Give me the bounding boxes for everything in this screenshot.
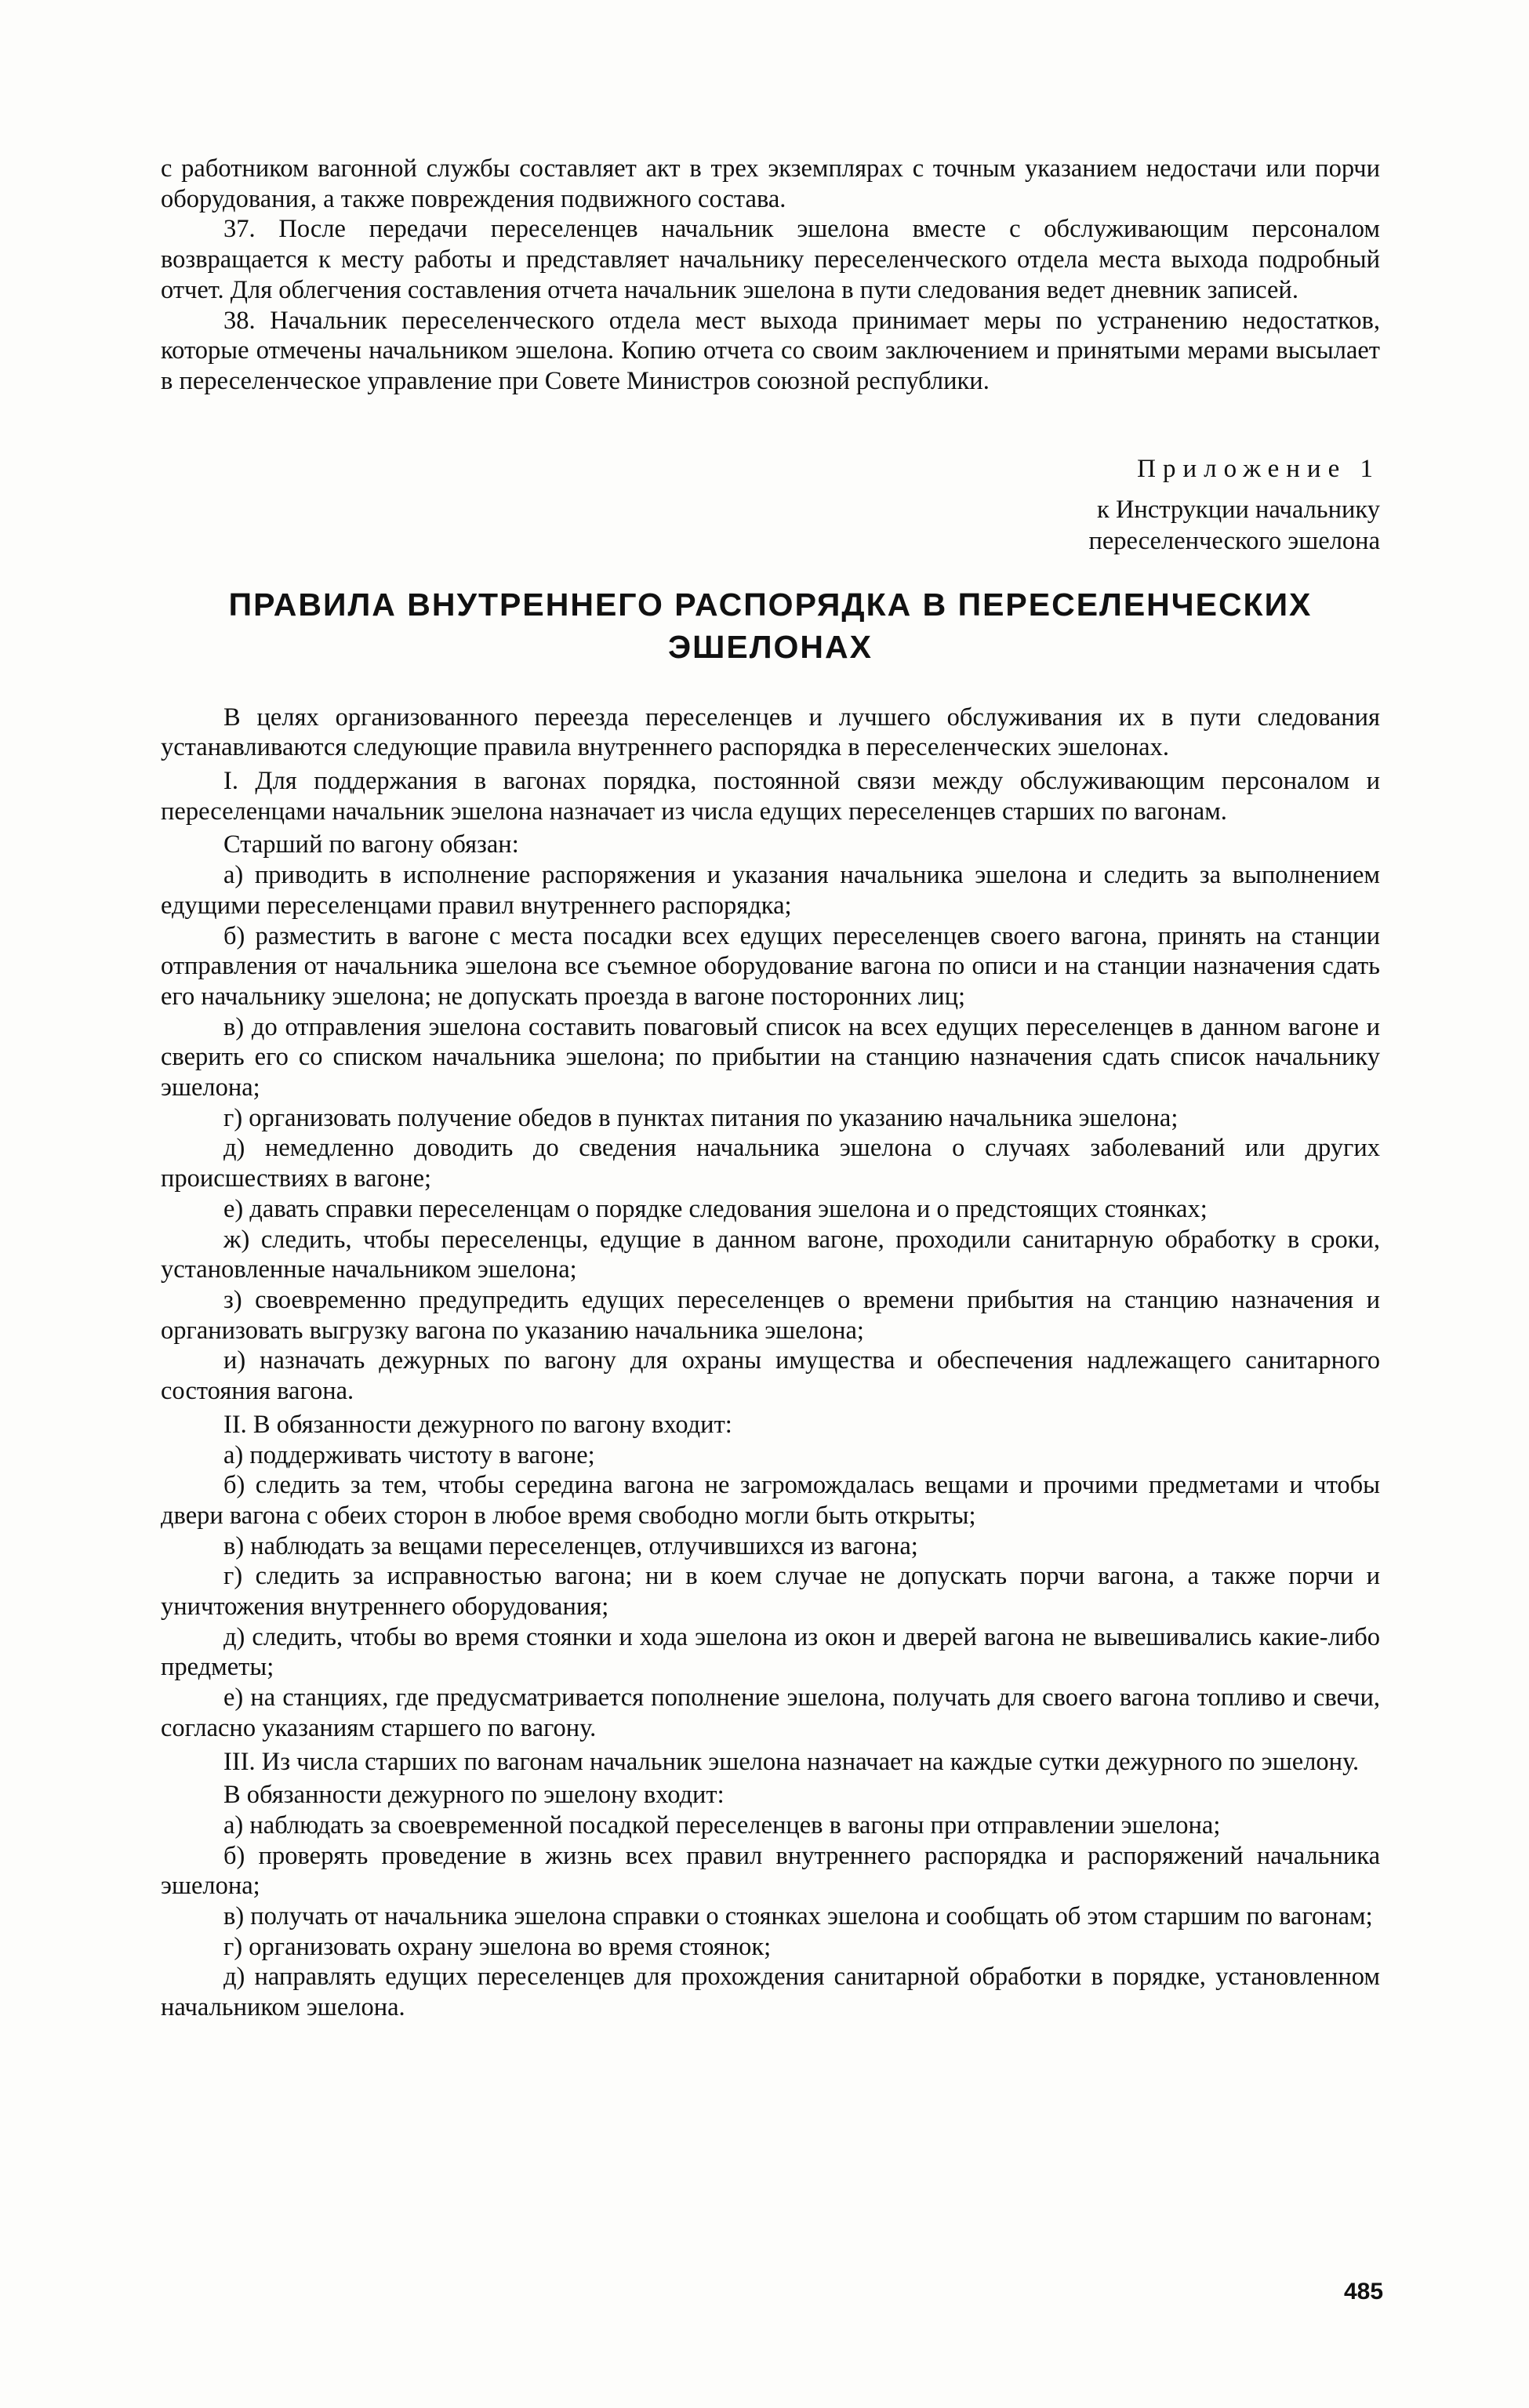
section-1-item: д) немедленно доводить до сведения начальника эшелона о случаях заболеваний или других происшествиях в вагоне; <box>161 1134 1380 1193</box>
section-3-lead: В обязанности дежурного по эшелону входит: <box>223 1781 725 1810</box>
section-2-item: а) поддерживать чистоту в вагоне; <box>223 1440 595 1469</box>
section-1-heading: I. Для поддержания в вагонах порядка, постоянной связи между обслуживающим персоналом и переселенцами начальник эшелона назначает из числа едущих переселенцев старших по вагонам. <box>161 767 1380 826</box>
preamble: В целях организованного переезда переселенцев и лучшего обслуживания их в пути следования устанавливаются следующие правила внутреннего распорядка в переселенческих эшелонах. <box>161 703 1380 762</box>
paragraph-38: 38. Начальник переселенческого отдела мест выхода принимает меры по устранению недостатков, которые отмечены начальником эшелона. Копию отчета со своим заключением и принятыми мерами высылает в переселенческое управление при Совете Министров союзной республики. <box>161 306 1380 395</box>
section-1-item: а) приводить в исполнение распоряжения и указания начальника эшелона и следить за выполнением едущими переселенцами правил внутреннего распорядка; <box>161 861 1380 920</box>
section-3-heading: III. Из числа старших по вагонам начальник эшелона назначает на каждые сутки дежурного по эшелону. <box>223 1747 1360 1776</box>
section-1-item: е) давать справки переселенцам о порядке следования эшелона и о предстоящих стоянках; <box>223 1194 1208 1223</box>
appendix-label: Приложение 1 <box>1137 454 1380 483</box>
section-3-item: б) проверять проведение в жизнь всех правил внутреннего распорядка и распоряжений начальника эшелона; <box>161 1841 1380 1901</box>
section-1-item: и) назначать дежурных по вагону для охраны имущества и обеспечения надлежащего санитарного состояния вагона. <box>161 1346 1380 1406</box>
section-2-item: д) следить, чтобы во время стоянки и хода эшелона из окон и дверей вагона не вывешивались какие-либо предметы; <box>161 1622 1380 1682</box>
section-3-item: а) наблюдать за своевременной посадкой переселенцев в вагоны при отправлении эшелона; <box>223 1811 1221 1840</box>
section-2-item: б) следить за тем, чтобы середина вагона не загромождалась вещами и прочими предметами и чтобы двери вагона с обеих сторон в любое время свободно могли быть открыты; <box>161 1471 1380 1530</box>
section-2-item: г) следить за исправностью вагона; ни в коем случае не допускать порчи вагона, а также порчи и уничтожения внутреннего оборудования; <box>161 1562 1380 1622</box>
section-1-item: ж) следить, чтобы переселенцы, едущие в данном вагоне, проходили санитарную обработку в сроки, установленные начальником эшелона; <box>161 1225 1380 1284</box>
document-title: ПРАВИЛА ВНУТРЕННЕГО РАСПОРЯДКА В ПЕРЕСЕЛЕНЧЕСКИХ ЭШЕЛОНАХ <box>228 586 1313 665</box>
appendix-line-1: к Инструкции начальнику <box>1097 495 1380 524</box>
page-content <box>161 154 1380 2023</box>
section-2-heading: II. В обязанности дежурного по вагону входит: <box>223 1410 732 1439</box>
section-1-item: г) организовать получение обедов в пунктах питания по указанию начальника эшелона; <box>223 1103 1179 1132</box>
section-2-item: е) на станциях, где предусматривается пополнение эшелона, получать для своего вагона топливо и свечи, согласно указаниям старшего по вагону. <box>161 1683 1380 1742</box>
section-2-item: в) наблюдать за вещами переселенцев, отлучившихся из вагона; <box>223 1531 918 1560</box>
section-3-item: в) получать от начальника эшелона справки о стоянках эшелона и сообщать об этом старшим по вагонам; <box>223 1902 1373 1931</box>
section-1-item: в) до отправления эшелона составить поваговый список на всех едущих переселенцев в данном вагоне и сверить его со списком начальника эшелона; по прибытии на станцию назначения сдать список начальнику эшелона; <box>161 1012 1380 1102</box>
appendix-header <box>161 453 1380 557</box>
section-3-item: г) организовать охрану эшелона во время стоянок; <box>223 1932 772 1961</box>
section-1-item: б) разместить в вагоне с места посадки всех едущих переселенцев своего вагона, принять на станции отправления от начальника эшелона все съемное оборудование вагона по описи и на станции назначения сдать его начальнику эшелона; не допускать проезда в вагоне посторонних лиц; <box>161 921 1380 1011</box>
paragraph-37: 37. После передачи переселенцев начальник эшелона вместе с обслуживающим персоналом возвращается к месту работы и представляет начальнику переселенческого отдела места выхода подробный отчет. Для облегчения составления отчета начальник эшелона в пути следования ведет дневник записей. <box>161 215 1380 304</box>
page-number: 485 <box>1344 2279 1384 2304</box>
section-1-lead: Старший по вагону обязан: <box>223 830 519 859</box>
section-3-item: д) направлять едущих переселенцев для прохождения санитарной обработки в порядке, установленном начальником эшелона. <box>161 1963 1380 2022</box>
section-1-item: з) своевременно предупредить едущих переселенцев о времени прибытия на станцию назначения и организовать выгрузку вагона по указанию начальника эшелона; <box>161 1285 1380 1345</box>
intro-paragraph: с работником вагонной службы составляет акт в трех экземплярах с точным указанием недостачи или порчи оборудования, а также повреждения подвижного состава. <box>161 154 1380 213</box>
appendix-line-2: переселенческого эшелона <box>1088 526 1380 555</box>
